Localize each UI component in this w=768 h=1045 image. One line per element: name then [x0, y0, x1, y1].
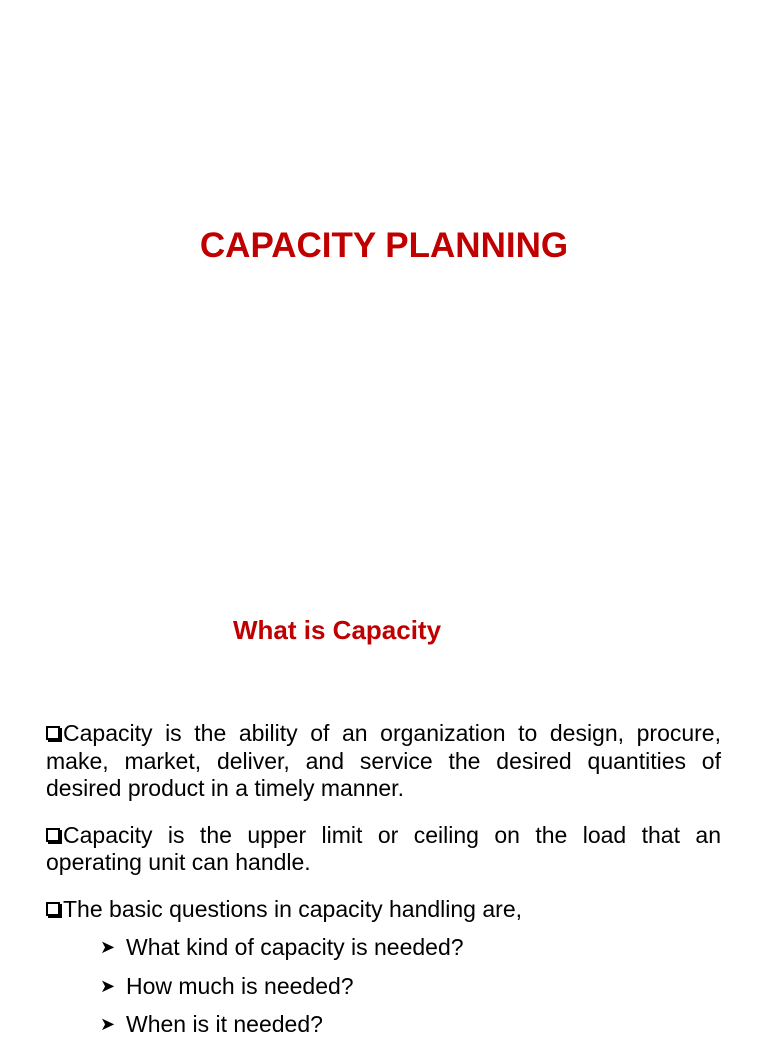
bullet-item — [46, 822, 721, 877]
sub-bullet-text: What kind of capacity is needed? — [126, 934, 464, 960]
sub-bullet-item — [100, 968, 721, 1007]
arrow-bullet-icon: ➤ — [100, 975, 116, 996]
sub-bullet-list — [46, 929, 721, 1045]
arrow-bullet-icon: ➤ — [100, 1014, 116, 1034]
bullet-text: The basic questions in capacity handling are, — [63, 895, 523, 922]
checkbox-bullet-icon — [46, 726, 60, 740]
bullet-text: Capacity is the ability of an organization to design, procure, make, market, deliver, and service the desired quantities of desired product in a timely manner. — [46, 720, 721, 801]
bullet-list — [46, 720, 721, 1045]
sub-bullet-item — [100, 1006, 721, 1045]
sub-bullet-text: How much is needed? — [126, 972, 354, 999]
arrow-bullet-icon: ➤ — [100, 937, 116, 957]
sub-bullet-text: When is it needed? — [126, 1011, 323, 1037]
checkbox-bullet-icon — [46, 902, 60, 916]
bullet-item — [46, 720, 721, 803]
checkbox-bullet-icon — [46, 828, 60, 842]
bullet-text: Capacity is the upper limit or ceiling on the load that an operating unit can handle. — [46, 821, 721, 875]
slide-title: CAPACITY PLANNING — [199, 226, 569, 265]
bullet-item — [46, 896, 721, 924]
sub-bullet-item — [100, 929, 721, 968]
section-heading: What is Capacity — [233, 615, 442, 645]
